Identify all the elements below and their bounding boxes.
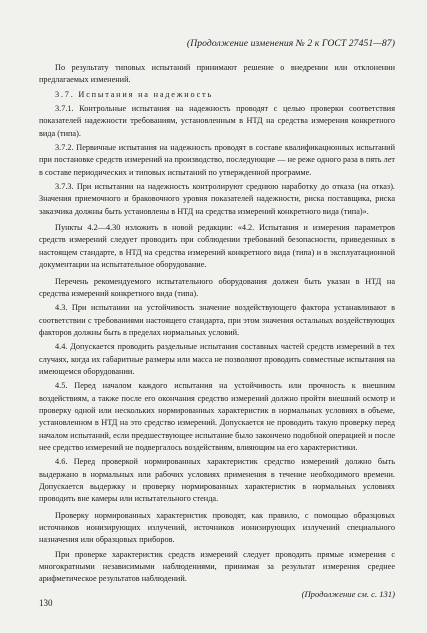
paragraph: 4.4. Допускается проводить раздельные испытания составных частей средств измерений в тех случаях, когда их габаритные размеры или масса не позволяют проводить совместные испытания на имеющемся оборудовании. bbox=[39, 342, 395, 376]
paragraph: По результату типовых испытаний принимают решение о внедрении или отклонении предлагаемых изменений. bbox=[39, 63, 395, 85]
page-number: 130 bbox=[39, 598, 53, 608]
body-text bbox=[39, 62, 395, 600]
paragraph: 3.7.3. При испытании на надежность контролируют среднюю наработку до отказа (на отказ). Значения приемочного и браковочного уровня показателей надежности, риска поставщика, риска заказчика должны быть установлены в НТД на средства измерений конкретного вида (типа)». bbox=[39, 182, 395, 216]
paragraph: Перечень рекомендуемого испытательного оборудования должен быть указан в НТД на средства измерений конкретного вида (типа). bbox=[39, 276, 395, 298]
paragraph: 4.6. Перед проверкой нормированных характеристик средство измерений должно быть выдержано в нормальных или рабочих условиях применения в течение необходимого времени. Допускается выдержку и проверку нормированных характеристик в нормальных условиях проводить вне камеры или испытательного стенда. bbox=[39, 457, 395, 504]
continuation-note: (Продолжение см. с. 131) bbox=[301, 588, 395, 599]
paragraph: 3.7.1. Контрольные испытания на надежность проводят с целью проверки соответствия показателей надежности требованиям, установленным в НТД на средства измерения конкретного вида (типа). bbox=[39, 104, 395, 138]
paragraph: Пункты 4.2—4.30 изложить в новой редакции: «4.2. Испытания и измерения параметров средств измерений следует проводить при соблюдении требований безопасности, приведенных в настоящем стандарте, в НТД на средства измерений конкретного вида (типа) и в эксплуатационной документации на испытательное оборудование. bbox=[39, 223, 395, 270]
paragraph: 4.5. Перед началом каждого испытания на устойчивость или прочность к внешним воздействиям, а также после его окончания средство измерений должно пройти внешний осмотр и проверку одной или нескольких нормированных характеристик в нормальных условиях в объеме, установленном в НТД на это средство измерений. Допускается не проводить такую проверку перед началом испытаний, если предшествующее испытание было закончено подобной операцией и после нее средство измерений не подвергалось воздействиям, влияющим на его характеристики. bbox=[39, 381, 395, 452]
running-header: (Продолжение изменения № 2 к ГОСТ 27451—87) bbox=[186, 38, 395, 49]
section-heading: 3.7. Испытания на надежность bbox=[55, 89, 214, 99]
paragraph: 3.7.2. Первичные испытания на надежность проводят в составе квалификационных испытаний при постановке средств измерений на производство, последующие — не реже одного раза в пять лет в составе периодических и типовых испытаний по утвержденной программе. bbox=[39, 143, 395, 177]
paragraph: Проверку нормированных характеристик проводят, как правило, с помощью образцовых источников ионизирующих излучений, источников ионизирующих излучений специального назначения или образцовых приборов. bbox=[39, 510, 395, 545]
paragraph: При проверке характеристик средств измерений следует проводить прямые измерения с многократными независимыми наблюдениями, принимая за результат измерения среднее арифметическое результатов наблюдений. bbox=[39, 549, 395, 584]
paragraph: 4.3. При испытании на устойчивость значение воздействующего фактора устанавливают в соответствии с требованиями настоящего стандарта, при этом значения остальных воздействующих факторов должны быть в пределах нормальных условий. bbox=[39, 303, 395, 337]
